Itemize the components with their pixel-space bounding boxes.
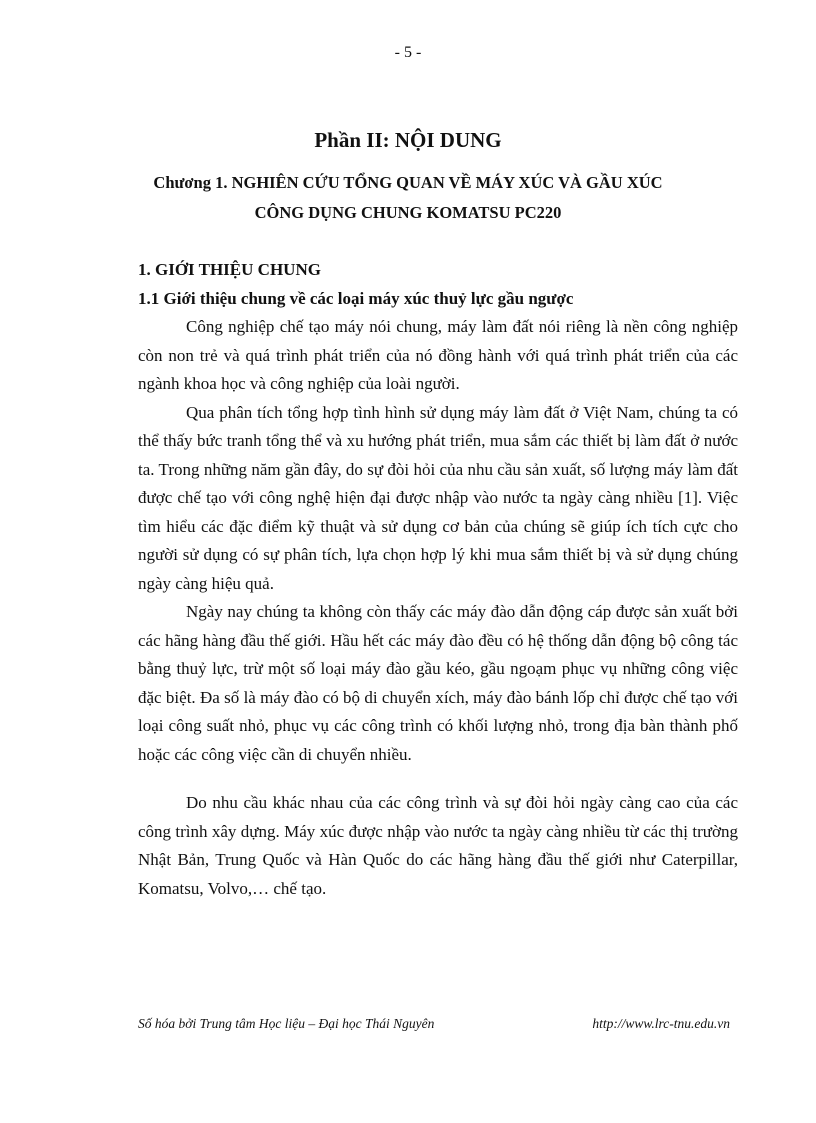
footer-digitization-note: Số hóa bởi Trung tâm Học liệu – Đại học Thái Nguyên — [138, 1016, 435, 1031]
chapter-name-part-1: . NGHIÊN CỨU TỔNG QUAN VỀ MÁY XÚC VÀ GẦU XÚC — [223, 173, 663, 192]
chapter-title — [120, 168, 696, 228]
page-number: - 5 - — [394, 44, 422, 61]
part-title: Phần II: NỘI DUNG — [314, 128, 502, 152]
body-paragraph: Ngày nay chúng ta không còn thấy các máy đào dẫn động cáp được sản xuất bởi các hãng hàng đầu thế giới. Hầu hết các máy đào đều có hệ thống dẫn động bộ công tác bằng thuỷ lực, trừ một số loại máy đào gầu kéo, gầu ngoạm phục vụ những công việc đặc biệt. Đa số là máy đào có bộ di chuyển xích, máy đào bánh lốp chỉ được chế tạo với loại công suất nhỏ, phục vụ các công trình có khối lượng nhỏ, trong địa bàn thành phố hoặc các công việc cần di chuyển nhiều. — [138, 602, 738, 764]
chapter-title-line-1 — [120, 168, 696, 198]
main-content — [138, 256, 738, 903]
footer-url[interactable]: http://www.lrc-tnu.edu.vn — [592, 1016, 730, 1031]
subsection-heading: 1.1 Giới thiệu chung về các loại máy xúc thuỷ lực gầu ngược — [138, 288, 574, 308]
body-paragraph: Qua phân tích tổng hợp tình hình sử dụng máy làm đất ở Việt Nam, chúng ta có thể thấy bức tranh tổng thể và xu hướng phát triển, mua sắm các thiết bị làm đất ở nước ta. Trong những năm gần đây, do sự đòi hỏi của nhu cầu sản xuất, số lượng máy làm đất được chế tạo với công nghệ hiện đại được nhập vào nước ta ngày càng nhiều [1]. Việc tìm hiểu các đặc điểm kỹ thuật và sử dụng cơ bản của chúng sẽ giúp ích tích cực cho người sử dụng có sự phân tích, lựa chọn hợp lý khi mua sắm thiết bị và sử dụng chúng ngày càng hiệu quả. — [138, 402, 738, 593]
body-paragraph: Do nhu cầu khác nhau của các công trình và sự đòi hỏi ngày càng cao của các công trình xây dựng. Máy xúc được nhập vào nước ta ngày càng nhiều từ các thị trường Nhật Bản, Trung Quốc và Hàn Quốc do các hãng hàng đầu thế giới như Caterpillar, Komatsu, Volvo,… chế tạo. — [138, 793, 738, 898]
body-paragraph: Công nghiệp chế tạo máy nói chung, máy làm đất nói riêng là nền công nghiệp còn non trẻ và quá trình phát triển của nó đồng hành với quá trình phát triển của các ngành khoa học và công nghiệp của loài người. — [138, 317, 738, 393]
section-heading: 1. GIỚI THIỆU CHUNG — [138, 260, 321, 279]
chapter-title-line-2: CÔNG DỤNG CHUNG KOMATSU PC220 — [254, 203, 562, 222]
chapter-label: Chương 1 — [153, 173, 224, 192]
